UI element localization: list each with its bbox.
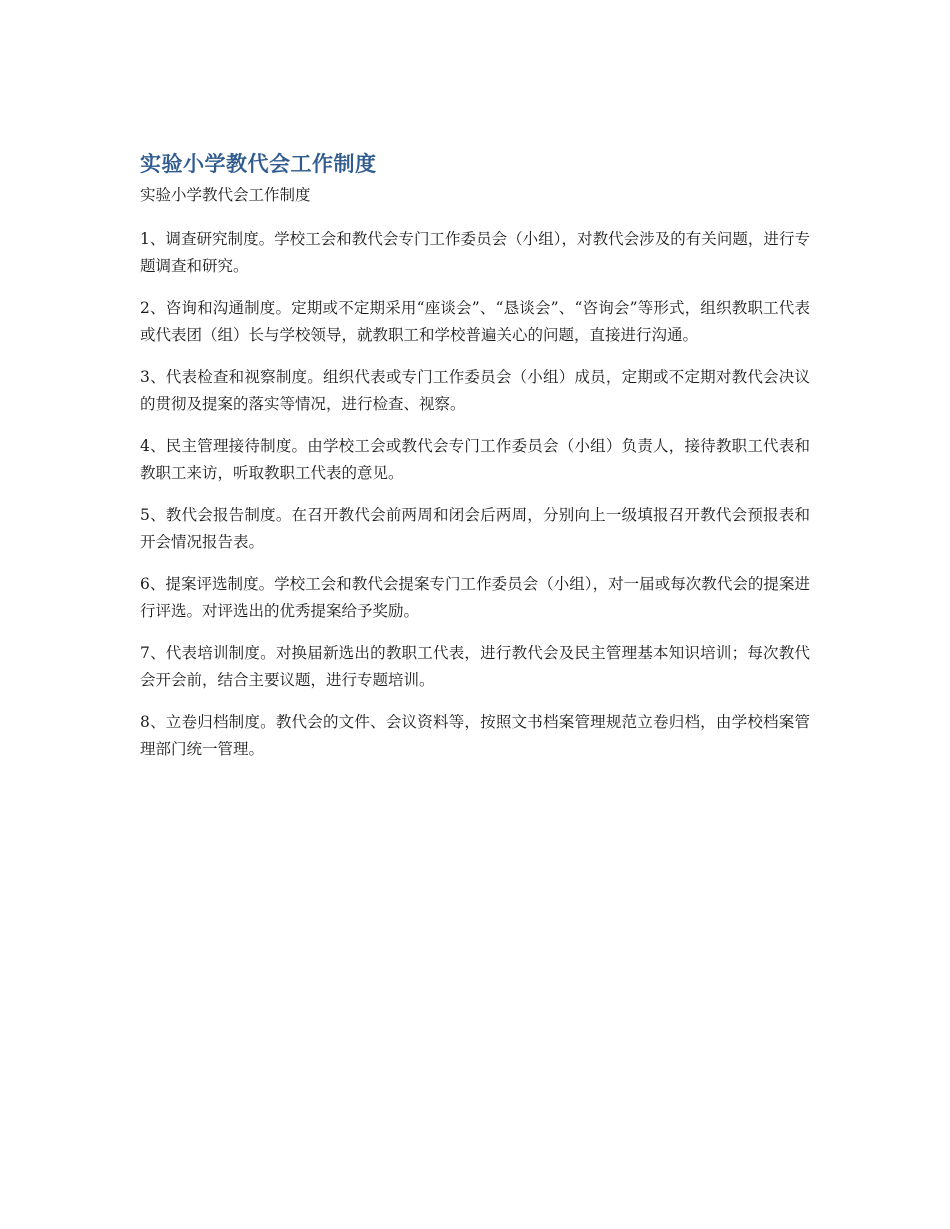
paragraph: 4、民主管理接待制度。由学校工会或教代会专门工作委员会（小组）负责人，接待教职工代表和教职工来访，听取教职工代表的意见。: [140, 437, 810, 482]
paragraph: 5、教代会报告制度。在召开教代会前两周和闭会后两周，分别向上一级填报召开教代会预报表和开会情况报告表。: [140, 506, 810, 551]
document-page: [140, 148, 810, 778]
document-title: 实验小学教代会工作制度: [140, 152, 377, 176]
paragraph: 8、立卷归档制度。教代会的文件、会议资料等，按照文书档案管理规范立卷归档，由学校档案管理部门统一管理。: [140, 713, 810, 758]
paragraph: 1、调查研究制度。学校工会和教代会专门工作委员会（小组），对教代会涉及的有关问题，进行专题调查和研究。: [140, 230, 810, 275]
paragraph: 2、咨询和沟通制度。定期或不定期采用“座谈会”、“恳谈会”、“咨询会”等形式，组织教职工代表或代表团（组）长与学校领导，就教职工和学校普遍关心的问题，直接进行沟通。: [140, 299, 810, 344]
paragraph: 6、提案评选制度。学校工会和教代会提案专门工作委员会（小组），对一届或每次教代会的提案进行评选。对评选出的优秀提案给予奖励。: [140, 575, 810, 620]
document-subtitle: 实验小学教代会工作制度: [140, 186, 311, 204]
paragraph-list: [140, 226, 810, 763]
paragraph: 7、代表培训制度。对换届新选出的教职工代表，进行教代会及民主管理基本知识培训；每次教代会开会前，结合主要议题，进行专题培训。: [140, 644, 810, 689]
paragraph: 3、代表检查和视察制度。组织代表或专门工作委员会（小组）成员，定期或不定期对教代会决议的贯彻及提案的落实等情况，进行检查、视察。: [140, 368, 810, 413]
